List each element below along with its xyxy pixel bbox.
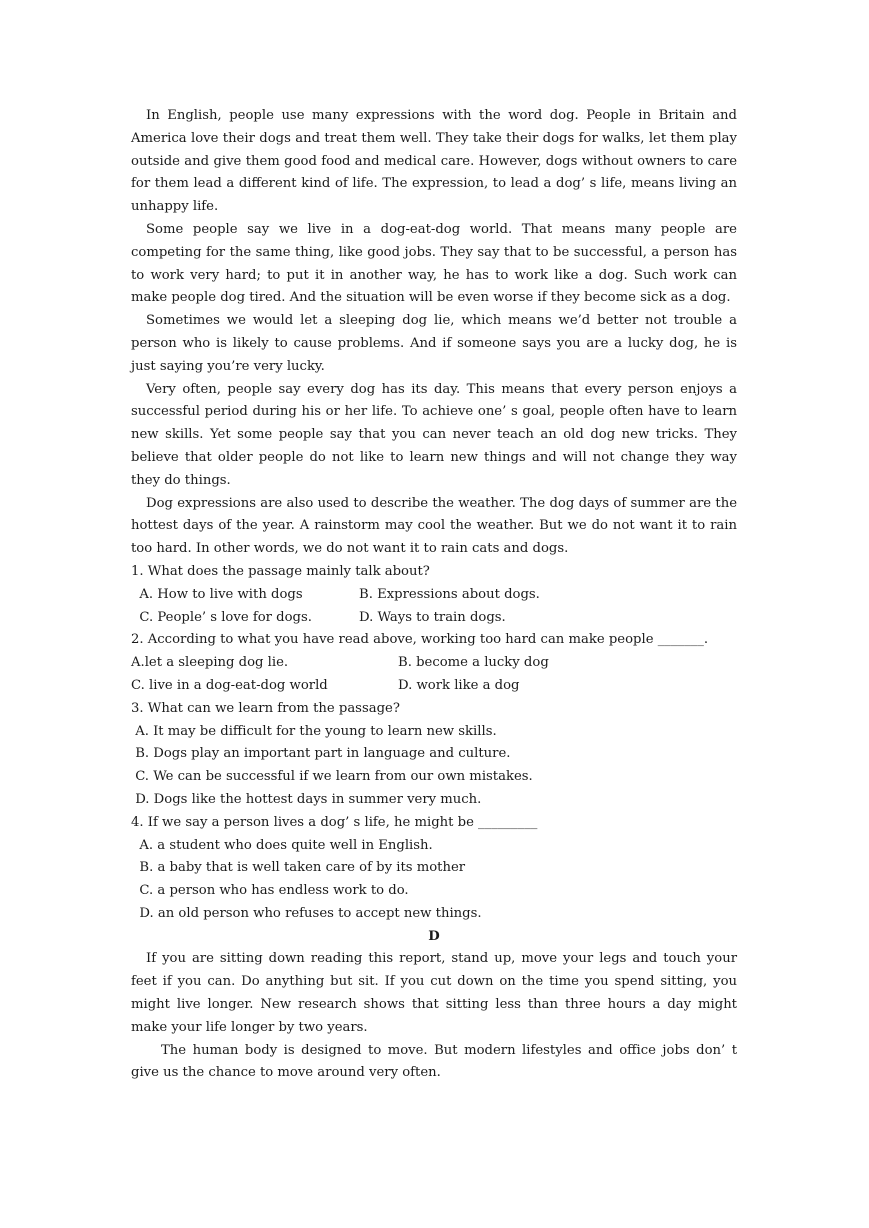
option-row: [131, 652, 737, 675]
question-4: [131, 812, 737, 926]
passage-c: [131, 105, 737, 561]
question-3: [131, 698, 737, 812]
passage-d: [131, 926, 737, 1086]
option-d: D. Dogs like the hottest days in summer very much.: [131, 791, 482, 807]
option-row: [131, 675, 737, 698]
option-b: B. Expressions about dogs.: [359, 586, 540, 602]
option-b: B. become a lucky dog: [398, 655, 549, 671]
passage-paragraph: If you are sitting down reading this report, stand up, move your legs and touch your feet if you can. Do anything but sit. If you cut down on the time you spend sitting, you might live longer. New research shows that sitting less than three hours a day might make your life longer by two years.: [131, 951, 737, 1035]
option-row: [131, 607, 737, 630]
passage-paragraph: Sometimes we would let a sleeping dog lie, which means we’d better not trouble a person who is likely to cause problems. And if someone says you are a lucky dog, he is just saying you’re very lucky.: [131, 313, 737, 374]
passage-paragraph: Some people say we live in a dog-eat-dog world. That means many people are competing for the same thing, like good jobs. They say that to be successful, a person has to work very hard; to put it in another way, he has to work like a dog. Such work can make people dog tired. And the situation will be even worse if they become sick as a dog.: [131, 221, 737, 306]
option-c: C. We can be successful if we learn from our own mistakes.: [131, 769, 533, 785]
option-d: D. work like a dog: [398, 677, 520, 693]
option-row: [131, 584, 737, 607]
document-page: [131, 105, 737, 1085]
option-a: A. How to live with dogs: [131, 586, 303, 602]
question-stem: 3. What can we learn from the passage?: [131, 700, 400, 716]
option-b: B. Dogs play an important part in language and culture.: [131, 746, 511, 762]
option-a: A.let a sleeping dog lie.: [131, 655, 289, 671]
question-stem: 4. If we say a person lives a dog’ s life, he might be _________: [131, 814, 538, 830]
passage-paragraph: Dog expressions are also used to describe the weather. The dog days of summer are the hottest days of the year. A rainstorm may cool the weather. But we do not want it to rain too hard. In other words, we do not want it to rain cats and dogs.: [131, 495, 737, 557]
passage-paragraph: In English, people use many expressions with the word dog. People in Britain and America love their dogs and treat them well. They take their dogs for walks, let them play outside and give them good food and medical care. However, dogs without owners to care for them lead a different kind of life. The expression, to lead a dog’ s life, means living an unhappy life.: [131, 108, 737, 215]
question-2: [131, 629, 737, 697]
question-1: [131, 561, 737, 629]
option-a: A. It may be difficult for the young to learn new skills.: [131, 723, 497, 739]
section-title: D: [428, 928, 440, 944]
option-d: D. Ways to train dogs.: [359, 609, 506, 625]
option-b: B. a baby that is well taken care of by its mother: [131, 860, 466, 876]
option-c: C. a person who has endless work to do.: [131, 883, 409, 899]
option-c: C. live in a dog-eat-dog world: [131, 677, 328, 693]
option-d: D. an old person who refuses to accept new things.: [131, 905, 482, 921]
question-stem: 2. According to what you have read above, working too hard can make people _______.: [131, 632, 709, 648]
option-c: C. People’ s love for dogs.: [131, 609, 312, 625]
passage-paragraph: Very often, people say every dog has its day. This means that every person enjoys a successful period during his or her life. To achieve one’ s goal, people often have to learn new skills. Yet some people say that you can never teach an old dog new tricks. They believe that older people do not like to learn new things and will not change they way they do things.: [131, 381, 737, 488]
option-a: A. a student who does quite well in English.: [131, 837, 433, 853]
question-stem: 1. What does the passage mainly talk about?: [131, 563, 430, 579]
passage-paragraph: The human body is designed to move. But modern lifestyles and office jobs don’ t give us the chance to move around very often.: [131, 1042, 737, 1081]
